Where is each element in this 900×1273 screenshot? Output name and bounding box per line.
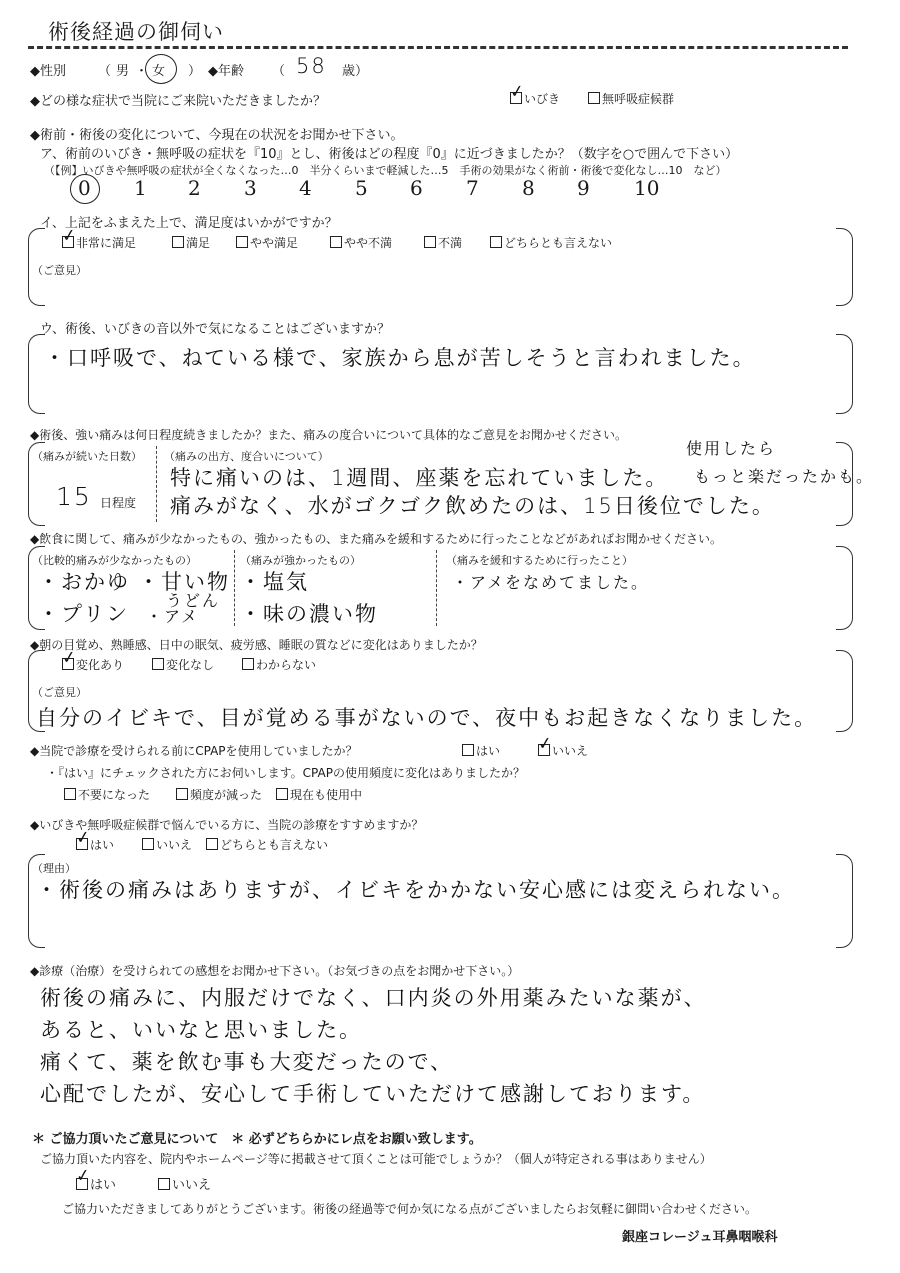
recommend-option-no[interactable]: いいえ bbox=[142, 836, 192, 853]
checkbox[interactable] bbox=[64, 788, 76, 800]
food-less-item-4[interactable]: ・プリン bbox=[38, 602, 130, 626]
scale-7[interactable]: 7 bbox=[466, 176, 479, 200]
pain-detail-line2[interactable]: 痛みがなく、水がゴクゴク飲めたのは、15日後位でした。 bbox=[170, 494, 775, 518]
change-question: ◆術前・術後の変化について、今現在の状況をお聞かせ下さい。 bbox=[30, 128, 404, 143]
morning-question: ◆朝の目覚め、熟睡感、日中の眠気、疲労感、睡眠の質などに変化はありましたか？ bbox=[30, 638, 483, 652]
food-relief-label: （痛みを緩和するために行ったこと） bbox=[446, 554, 633, 567]
food-strong-item-1[interactable]: ・塩気 bbox=[240, 570, 309, 594]
checkbox[interactable] bbox=[588, 92, 600, 104]
scale-4[interactable]: 4 bbox=[299, 176, 312, 200]
symptom-option-snoring[interactable]: いびき bbox=[510, 90, 560, 107]
cpap-follow-option-1[interactable]: 不要になった bbox=[64, 786, 150, 803]
satisfaction-option-3[interactable]: やや満足 bbox=[236, 234, 298, 251]
food-question: ◆飲食に関して、痛みが少なかったもの、強かったもの、また痛みを緩和するために行ったことなどがあればお聞かせください。 bbox=[30, 532, 723, 546]
food-strong-label: （痛みが強かったもの） bbox=[240, 554, 361, 567]
pain-days-unit: 日程度 bbox=[100, 496, 137, 510]
checkbox[interactable] bbox=[424, 236, 436, 248]
divider bbox=[234, 550, 235, 626]
scale-1[interactable]: 1 bbox=[134, 176, 147, 200]
scale-3[interactable]: 3 bbox=[244, 176, 257, 200]
satisfaction-option-5[interactable]: 不満 bbox=[424, 234, 462, 251]
food-less-item-3[interactable]: うどん bbox=[166, 591, 221, 610]
pain-detail-note2[interactable]: もっと楽だったかも。 bbox=[694, 467, 875, 486]
food-less-item-5[interactable]: ・アメ bbox=[146, 607, 200, 626]
check-mark-icon: ✓ bbox=[536, 733, 554, 755]
gender-dot: ・ bbox=[135, 64, 149, 79]
cpap-follow: ・『はい』にチェックされた方にお伺いします。CPAPの使用頻度に変化はありましたか？ bbox=[46, 766, 525, 780]
check-mark-icon: ✓ bbox=[74, 827, 92, 849]
recommend-answer[interactable]: ・術後の痛みはありますが、イビキをかかない安心感には変えられない。 bbox=[36, 878, 795, 902]
morning-option-1[interactable]: 変化あり bbox=[62, 656, 124, 673]
checkbox[interactable] bbox=[152, 658, 164, 670]
footer-option-no[interactable]: いいえ bbox=[158, 1174, 211, 1193]
gender-male[interactable]: 男 bbox=[116, 64, 130, 79]
change-sub-b: イ、上記をふまえた上で、満足度はいかがですか？ bbox=[40, 216, 338, 231]
pain-question: ◆術後、強い痛みは何日程度続きましたか？また、痛みの度合いについて具体的なご意見をお聞かせください。 bbox=[30, 428, 627, 442]
cpap-follow-option-3[interactable]: 現在も使用中 bbox=[276, 786, 362, 803]
bracket-right bbox=[836, 650, 853, 732]
age-open: （ bbox=[272, 64, 286, 79]
checkbox[interactable] bbox=[276, 788, 288, 800]
scale-8[interactable]: 8 bbox=[522, 176, 535, 200]
symptom-question: ◆どの様な症状で当院にご来院いただきましたか？ bbox=[30, 94, 326, 109]
cpap-option-yes[interactable]: はい bbox=[462, 742, 500, 759]
footer-cooperation: ＊ ご協力頂いたご意見について ＊ 必ずどちらかにレ点をお願い致します。 bbox=[32, 1132, 482, 1147]
page-title: 術後経過の御伺い bbox=[48, 20, 224, 44]
clinic-name: 銀座コレージュ耳鼻咽喉科 bbox=[622, 1230, 778, 1245]
cpap-question: ◆当院で診療を受けられる前にCPAPを使用していましたか？ bbox=[30, 744, 358, 758]
checkbox[interactable] bbox=[490, 236, 502, 248]
change-sub-a: ア、術前のいびき・無呼吸の症状を『10』とし、術後はどの程度『0』に近づきましたか？（数字を○で囲んで下さい） bbox=[40, 147, 739, 162]
footer-option-yes[interactable]: はい bbox=[76, 1174, 116, 1193]
checkbox[interactable] bbox=[206, 838, 218, 850]
age-label: ◆年齢 bbox=[208, 64, 244, 79]
checkbox[interactable] bbox=[236, 236, 248, 248]
checkbox[interactable] bbox=[142, 838, 154, 850]
impression-question: ◆診療（治療）を受けられての感想をお聞かせ下さい。（お気づきの点をお聞かせ下さい。） bbox=[30, 964, 520, 978]
impression-line-1[interactable]: 術後の痛みに、内服だけでなく、口内炎の外用薬みたいな薬が、 bbox=[40, 986, 707, 1010]
satisfaction-option-2[interactable]: 満足 bbox=[172, 234, 210, 251]
scale-6[interactable]: 6 bbox=[410, 176, 423, 200]
scale-selected-circle bbox=[70, 174, 100, 204]
recommend-option-neutral[interactable]: どちらとも言えない bbox=[206, 836, 328, 853]
check-mark-icon: ✓ bbox=[60, 647, 78, 669]
bracket-right bbox=[836, 854, 853, 948]
bracket-right bbox=[836, 334, 853, 414]
satisfaction-option-1[interactable]: 非常に満足 bbox=[62, 234, 136, 251]
food-less-item-1[interactable]: ・おかゆ bbox=[38, 570, 130, 594]
symptom-option-apnea[interactable]: 無呼吸症候群 bbox=[588, 90, 674, 107]
check-mark-icon: ✓ bbox=[508, 81, 526, 103]
impression-line-4[interactable]: 心配でしたが、安心して手術していただけて感謝しております。 bbox=[40, 1082, 706, 1106]
impression-line-3[interactable]: 痛くて、薬を飲む事も大変だったので、 bbox=[40, 1050, 454, 1074]
gender-female[interactable]: 女 bbox=[152, 64, 166, 79]
pain-detail-label: （痛みの出方、度合いについて） bbox=[164, 450, 329, 463]
recommend-reason-label: （理由） bbox=[32, 862, 76, 875]
checkbox[interactable] bbox=[330, 236, 342, 248]
pain-detail-note[interactable]: 使用したら bbox=[686, 439, 777, 458]
title-divider bbox=[28, 46, 848, 49]
pain-days-label: （痛みが続いた日数） bbox=[32, 450, 142, 463]
footer-thanks: ご協力いただきましてありがとうございます。術後の経過等で何か気になる点がございましたらお気軽に御問い合わせください。 bbox=[62, 1202, 758, 1216]
checkbox[interactable] bbox=[158, 1178, 170, 1190]
scale-0[interactable]: 0 bbox=[78, 176, 91, 200]
age-value[interactable]: 58 bbox=[296, 54, 327, 78]
morning-answer[interactable]: 自分のイビキで、目が覚める事がないので、夜中もお起きなくなりました。 bbox=[36, 706, 818, 730]
morning-option-3[interactable]: わからない bbox=[242, 656, 316, 673]
scale-2[interactable]: 2 bbox=[188, 176, 201, 200]
satisfaction-option-4[interactable]: やや不満 bbox=[330, 234, 392, 251]
check-mark-icon: ✓ bbox=[74, 1165, 92, 1187]
bracket-right bbox=[836, 228, 853, 306]
checkbox[interactable] bbox=[176, 788, 188, 800]
bracket-right bbox=[836, 546, 853, 630]
divider bbox=[436, 550, 437, 626]
opinion-label: （ご意見） bbox=[32, 264, 87, 277]
checkbox[interactable] bbox=[172, 236, 184, 248]
concern-question: ウ、術後、いびきの音以外で気になることはございますか？ bbox=[40, 322, 390, 337]
food-relief-answer[interactable]: ・アメをなめてました。 bbox=[452, 573, 650, 592]
satisfaction-option-6[interactable]: どちらとも言えない bbox=[490, 234, 612, 251]
food-strong-item-2[interactable]: ・味の濃い物 bbox=[240, 602, 378, 626]
gender-label: ◆性別 bbox=[30, 64, 66, 79]
cpap-option-no[interactable]: いいえ bbox=[538, 742, 588, 759]
gender-selected-circle bbox=[145, 54, 177, 84]
pain-detail-line1[interactable]: 特に痛いのは、1週間、座薬を忘れていました。 bbox=[170, 466, 669, 490]
check-mark-icon: ✓ bbox=[60, 225, 78, 247]
concern-answer[interactable]: ・口呼吸で、ねている様で、家族から息が苦しそうと言われました。 bbox=[44, 346, 756, 370]
gender-close: ） bbox=[188, 64, 202, 79]
change-example: （【例】いびきや無呼吸の症状が全くなくなった…0 半分くらいまで軽減した…5 手術の効果がなく術前・術後で変化なし…10 など） bbox=[44, 164, 727, 177]
bracket-left bbox=[28, 334, 45, 414]
footer-question: ご協力頂いた内容を、院内やホームページ等に掲載させて頂くことは可能でしょうか？（個人が特定される事はありません） bbox=[40, 1152, 712, 1166]
pain-days-value[interactable]: 15 bbox=[56, 482, 92, 511]
scale-9[interactable]: 9 bbox=[577, 176, 590, 200]
food-less-label: （比較的痛みが少なかったもの） bbox=[32, 554, 197, 567]
morning-opinion-label: （ご意見） bbox=[32, 686, 87, 699]
checkbox[interactable] bbox=[462, 744, 474, 756]
divider bbox=[156, 446, 157, 522]
scale-10[interactable]: 10 bbox=[634, 176, 660, 200]
morning-option-2[interactable]: 変化なし bbox=[152, 656, 214, 673]
impression-line-2[interactable]: あると、いいなと思いました。 bbox=[40, 1018, 362, 1042]
age-unit: 歳） bbox=[342, 64, 369, 79]
scale-5[interactable]: 5 bbox=[355, 176, 368, 200]
cpap-follow-option-2[interactable]: 頻度が減った bbox=[176, 786, 262, 803]
recommend-question: ◆いびきや無呼吸症候群で悩んでいる方に、当院の診療をすすめますか？ bbox=[30, 818, 424, 832]
recommend-option-yes[interactable]: はい bbox=[76, 836, 114, 853]
gender-open: （ bbox=[98, 64, 112, 79]
food-less-item-2[interactable]: ・甘い物 bbox=[138, 570, 230, 594]
checkbox[interactable] bbox=[242, 658, 254, 670]
